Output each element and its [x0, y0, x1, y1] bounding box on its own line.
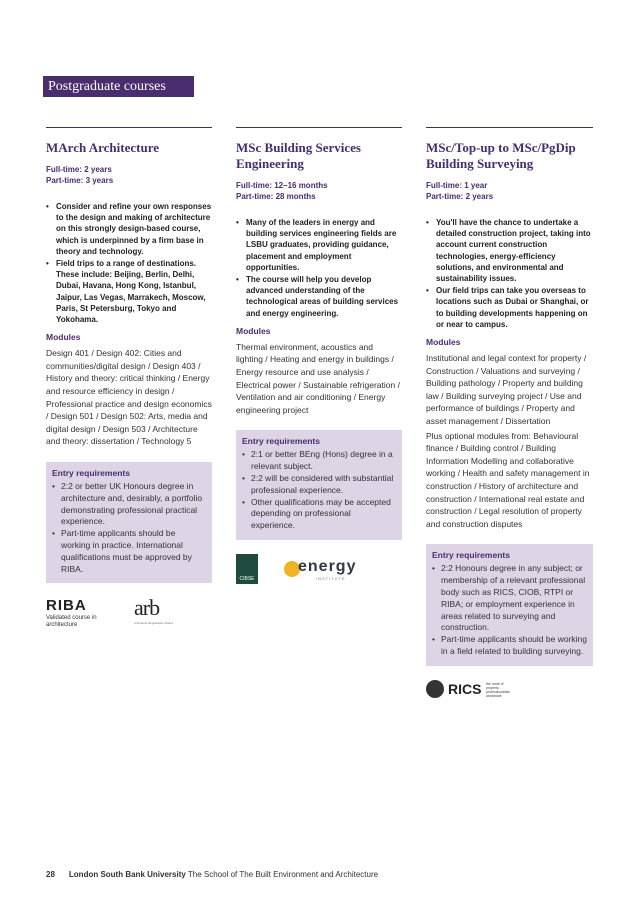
- course-column-march: [46, 127, 212, 637]
- energy-wordmark: energy: [298, 557, 357, 575]
- course-column-msc-bs: [426, 127, 593, 720]
- modules-text: Thermal environment, acoustics and lighting / Heating and energy in buildings / Energy resource and use analysis / Electrical power / Sustainable refrigeration / Ventilation and air conditioning / Energy engineering project: [236, 341, 400, 415]
- highlights-list: [236, 217, 402, 319]
- entry-requirements-box: [236, 430, 402, 540]
- footer-university: London South Bank University: [68, 870, 186, 879]
- page-number: 28: [46, 870, 55, 879]
- column-rule: [46, 127, 212, 128]
- course-title: MArch Architecture: [46, 140, 159, 155]
- course-title: MSc Building Services Engineering: [236, 140, 361, 171]
- entry-list: [432, 563, 587, 657]
- duration-parttime: Part-time: 2 years: [426, 192, 494, 201]
- modules-text: Design 401 / Design 402: Cities and communities/digital design / Design 403 / History and theory: critical thinking / Energy and resource efficiency in design / Professional practice and design economics / Design 501 / Design 502: Arts, media and digital design / Design 503 / Architecture and theory: dissertation / Technology 5: [46, 348, 212, 447]
- highlight-item: • Many of the leaders in energy and building services engineering fields are LSBU graduates, providing guidance, placement and employment opportunities.: [236, 217, 402, 273]
- entry-item: • Part-time applicants should be working in practice. International qualifications must be approved by RIBA.: [52, 528, 206, 575]
- accreditation-logos: [46, 597, 212, 637]
- entry-requirements-box: [426, 544, 593, 665]
- arb-caption: Architects Registration Board: [134, 621, 173, 626]
- entry-item: • 2:2 Honours degree in any subject; or membership of a relevant professional body such as RICS, CIOB, RTPI or RIBA; or employment experience in areas related to surveying and construction.: [432, 563, 587, 634]
- duration-parttime: Part-time: 3 years: [46, 176, 114, 185]
- course-column-msc-bse: [236, 127, 402, 594]
- highlights-list: [426, 217, 593, 330]
- highlight-item: • The course will help you develop advanced understanding of the technological areas of building services and energy engineering.: [236, 274, 402, 319]
- column-rule: [426, 127, 593, 128]
- duration-parttime: Part-time: 28 months: [236, 192, 316, 201]
- entry-requirements-box: [46, 462, 212, 583]
- optional-modules-text: Plus optional modules from: Behavioural finance / Building control / Building Information Modelling and collaborative working / Health and safety management in construction / History of architecture and construction / International real estate and construction / Legal resolution of property and construction disputes: [426, 430, 590, 529]
- arb-wordmark: arb: [134, 595, 160, 621]
- modules-heading: Modules: [236, 325, 271, 336]
- duration-fulltime: Full-time: 1 year: [426, 181, 488, 190]
- footer-school: The School of The Built Environment and Architecture: [187, 870, 379, 879]
- modules-heading: Modules: [426, 337, 461, 348]
- course-title: MSc/Top-up to MSc/PgDip Building Surveying: [426, 140, 576, 171]
- entry-item: • 2:2 or better UK Honours degree in architecture and, desirably, a portfolio demonstrating professional practical experience.: [52, 481, 206, 528]
- entry-item: • Part-time applicants should be working in a field related to building surveying.: [432, 634, 587, 658]
- cibse-logo: CIBSE: [236, 554, 258, 584]
- entry-item: • 2:1 or better BEng (Hons) degree in a relevant subject.: [242, 449, 396, 473]
- column-rule: [236, 127, 402, 128]
- modules-text: Institutional and legal context for property / Construction / Valuations and surveying / Building pathology / Property and building law / Building surveying project / Use and performance of buildings / Property and asset management / Dissertation: [426, 353, 587, 426]
- entry-heading: Entry requirements: [432, 550, 510, 561]
- highlight-item: • You'll have the chance to undertake a detailed construction project, taking into account current construction technologies, energy-efficiency solutions, and environmental and sustainability issues.: [426, 217, 593, 284]
- entry-list: [242, 449, 396, 532]
- course-duration: [46, 164, 212, 186]
- highlight-item: • Field trips to a range of destinations. These include: Beijing, Berlin, Delhi, Dubai, Havana, Hong Kong, Istanbul, Jaipur, Las Vegas, Marrakech, Moscow, Paris, St Petersburg, Tokyo and Yokohama.: [46, 258, 212, 325]
- section-banner: Postgraduate courses: [43, 76, 194, 97]
- riba-logo: [46, 597, 106, 629]
- page-footer: [46, 870, 378, 879]
- duration-fulltime: Full-time: 2 years: [46, 165, 112, 174]
- rics-caption: the mark of property professionalism worldwide: [486, 681, 511, 698]
- highlights-list: [46, 201, 212, 325]
- riba-caption: Validated course in architecture: [46, 615, 97, 629]
- entry-heading: Entry requirements: [242, 436, 320, 447]
- accreditation-logos: [426, 680, 593, 720]
- course-duration: [426, 180, 593, 202]
- entry-item: • 2:2 will be considered with substantial professional experience.: [242, 473, 396, 497]
- course-duration: [236, 180, 402, 202]
- rics-wordmark: RICS: [448, 680, 482, 697]
- highlight-item: • Consider and refine your own responses to the design and making of architecture on this strongly design-based course, which is underpinned by a firm base in theory and technology.: [46, 201, 212, 257]
- riba-wordmark: RIBA: [46, 597, 87, 615]
- highlight-item: • Our field trips can take you overseas to locations such as Dubai or Shanghai, or to building developments happening on or near to campus.: [426, 285, 593, 330]
- modules-heading: Modules: [46, 332, 81, 343]
- accreditation-logos: [236, 554, 402, 594]
- entry-list: [52, 481, 206, 575]
- energy-caption: INSTITUTE: [316, 575, 346, 581]
- rics-emblem: [426, 680, 444, 698]
- arb-logo: [134, 595, 173, 625]
- entry-heading: Entry requirements: [52, 467, 130, 478]
- entry-item: • Other qualifications may be accepted depending on professional experience.: [242, 497, 396, 532]
- duration-fulltime: Full-time: 12–16 months: [236, 181, 328, 190]
